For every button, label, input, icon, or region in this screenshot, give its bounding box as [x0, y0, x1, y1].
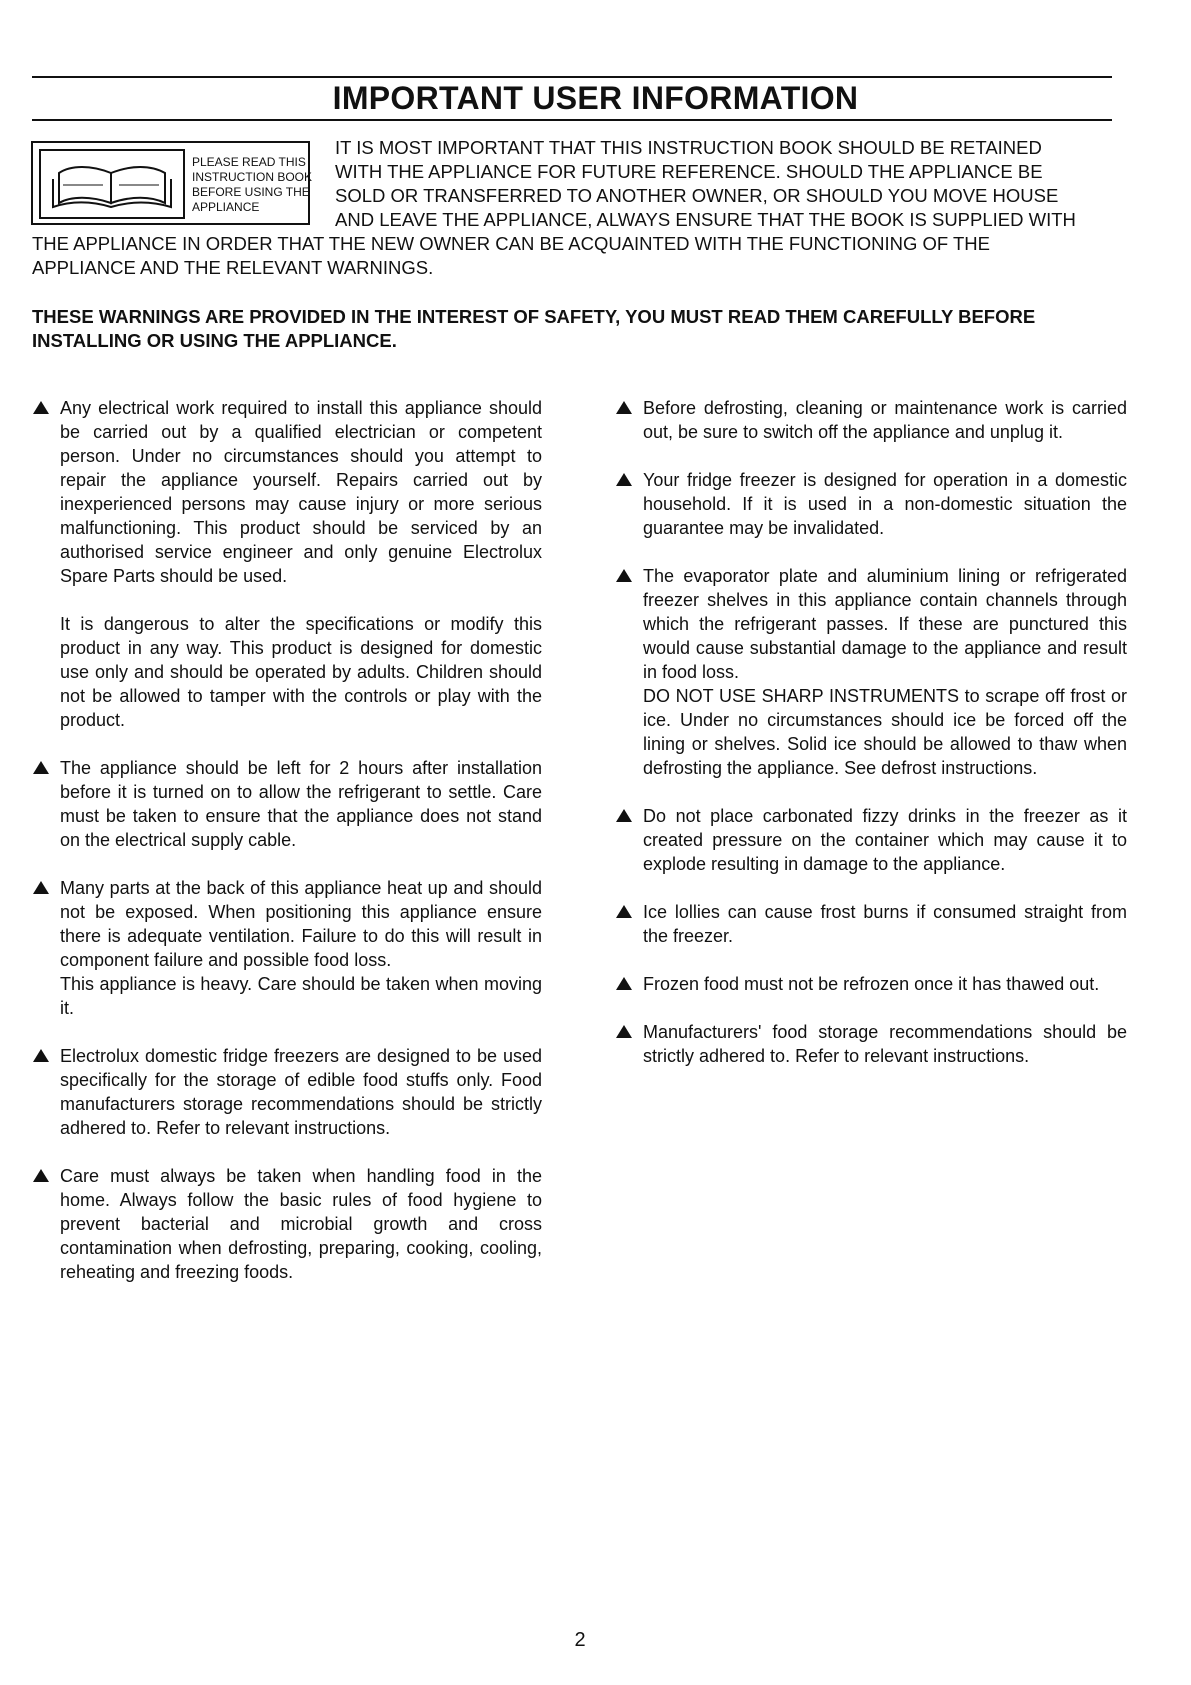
- warning-item: [615, 804, 1127, 876]
- warning-item: [615, 468, 1127, 540]
- warning-triangle-icon: [33, 1169, 49, 1182]
- safety-warning-heading: THESE WARNINGS ARE PROVIDED IN THE INTEREST OF SAFETY, YOU MUST READ THEM CAREFULLY BEFORE INSTALLING OR USING THE APPLIANCE.: [32, 306, 1036, 351]
- warning-triangle-icon: [33, 881, 49, 894]
- warning-triangle-icon: [616, 977, 632, 990]
- intro-line: WITH THE APPLIANCE FOR FUTURE REFERENCE. SHOULD THE APPLIANCE BE: [335, 161, 1043, 182]
- warning-text: Frozen food must not be refrozen once it has thawed out.: [643, 974, 1100, 994]
- warning-text: This appliance is heavy. Care should be taken when moving it.: [60, 974, 542, 1018]
- warning-text: Care must always be taken when handling food in the home. Always follow the basic rules of food hygiene to prevent bacterial and microbial growth and cross contamination when defrosting, preparing, cooking, cooling, reheating and freezing foods.: [60, 1166, 542, 1282]
- warning-triangle-icon: [616, 905, 632, 918]
- notice-line: BEFORE USING THE: [192, 185, 310, 199]
- warnings-left-column: [32, 396, 542, 1308]
- warning-item: [615, 972, 1127, 996]
- warning-item: [32, 1164, 542, 1284]
- warning-item: [615, 564, 1127, 780]
- warning-triangle-icon: [33, 401, 49, 414]
- warning-triangle-icon: [616, 809, 632, 822]
- warning-text: Your fridge freezer is designed for operation in a domestic household. If it is used in a non-domestic situation the guarantee may be invalidated.: [643, 470, 1127, 538]
- warning-text: Electrolux domestic fridge freezers are designed to be used specifically for the storage of edible food stuffs only. Food manufacturers storage recommendations should be strictly adhered to. Refer to relevant instructions.: [60, 1046, 542, 1138]
- warning-text: The appliance should be left for 2 hours after installation before it is turned on to allow the refrigerant to settle. Care must be taken to ensure that the appliance does not stand on the electrical supply cable.: [60, 758, 542, 850]
- notice-line: PLEASE READ THIS: [192, 155, 306, 169]
- intro-paragraph: [32, 136, 1122, 280]
- warning-triangle-icon: [616, 1025, 632, 1038]
- warning-triangle-icon: [616, 569, 632, 582]
- warning-text: It is dangerous to alter the specifications or modify this product in any way. This product is designed for domestic use only and should be operated by adults. Children should not be allowed to tamper with the controls or play with the product.: [60, 614, 542, 730]
- warning-item: [32, 876, 542, 1020]
- warning-item: [615, 900, 1127, 948]
- warning-text: The evaporator plate and aluminium lining or refrigerated freezer shelves in this appliance contain channels through which the refrigerant passes. If these are punctured this would cause substantial damage to the appliance and result in food loss.: [643, 566, 1127, 682]
- warning-text: Many parts at the back of this appliance heat up and should not be exposed. When positioning this appliance ensure there is adequate ventilation. Failure to do this will result in component failure and possible food loss.: [60, 878, 542, 970]
- warning-text: Before defrosting, cleaning or maintenance work is carried out, be sure to switch off the appliance and unplug it.: [643, 398, 1127, 442]
- page-title: IMPORTANT USER INFORMATION: [332, 80, 859, 116]
- intro-line: THE APPLIANCE IN ORDER THAT THE NEW OWNER CAN BE ACQUAINTED WITH THE FUNCTIONING OF THE: [32, 233, 990, 254]
- intro-line: SOLD OR TRANSFERRED TO ANOTHER OWNER, OR SHOULD YOU MOVE HOUSE: [335, 185, 1059, 206]
- warnings-right-column: [615, 396, 1127, 1092]
- warning-triangle-icon: [616, 473, 632, 486]
- warning-item: [615, 396, 1127, 444]
- title-rule-bottom: [32, 119, 1112, 121]
- warning-item: [615, 1020, 1127, 1068]
- intro-line: APPLIANCE AND THE RELEVANT WARNINGS.: [32, 257, 434, 278]
- warning-triangle-icon: [616, 401, 632, 414]
- warning-triangle-icon: [33, 761, 49, 774]
- title-rule-top: [32, 76, 1112, 78]
- warning-text: Ice lollies can cause frost burns if consumed straight from the freezer.: [643, 902, 1127, 946]
- page-number: 2: [574, 1629, 586, 1651]
- notice-line: INSTRUCTION BOOK: [192, 170, 313, 184]
- intro-line: IT IS MOST IMPORTANT THAT THIS INSTRUCTION BOOK SHOULD BE RETAINED: [335, 137, 1042, 158]
- warning-text: DO NOT USE SHARP INSTRUMENTS to scrape off frost or ice. Under no circumstances should ice be forced off the lining or shelves. Solid ice should be allowed to thaw when defrosting the appliance. See defrost instructions.: [643, 686, 1127, 778]
- warning-triangle-icon: [33, 1049, 49, 1062]
- warning-item: [32, 756, 542, 852]
- warning-item: [32, 1044, 542, 1140]
- warning-item: [32, 396, 542, 732]
- warning-text: Do not place carbonated fizzy drinks in the freezer as it created pressure on the container which may cause it to explode resulting in damage to the appliance.: [643, 806, 1127, 874]
- warning-text: Any electrical work required to install this appliance should be carried out by a qualified electrician or competent person. Under no circumstances should you attempt to repair the appliance yourself. Repairs carried out by inexperienced persons may cause injury or more serious malfunctioning. This product should be serviced by an authorised service engineer and only genuine Electrolux Spare Parts should be used.: [60, 398, 542, 586]
- warning-text: Manufacturers' food storage recommendations should be strictly adhered to. Refer to relevant instructions.: [643, 1022, 1127, 1066]
- notice-line: APPLIANCE: [192, 200, 260, 214]
- intro-line: AND LEAVE THE APPLIANCE, ALWAYS ENSURE THAT THE BOOK IS SUPPLIED WITH: [335, 209, 1076, 230]
